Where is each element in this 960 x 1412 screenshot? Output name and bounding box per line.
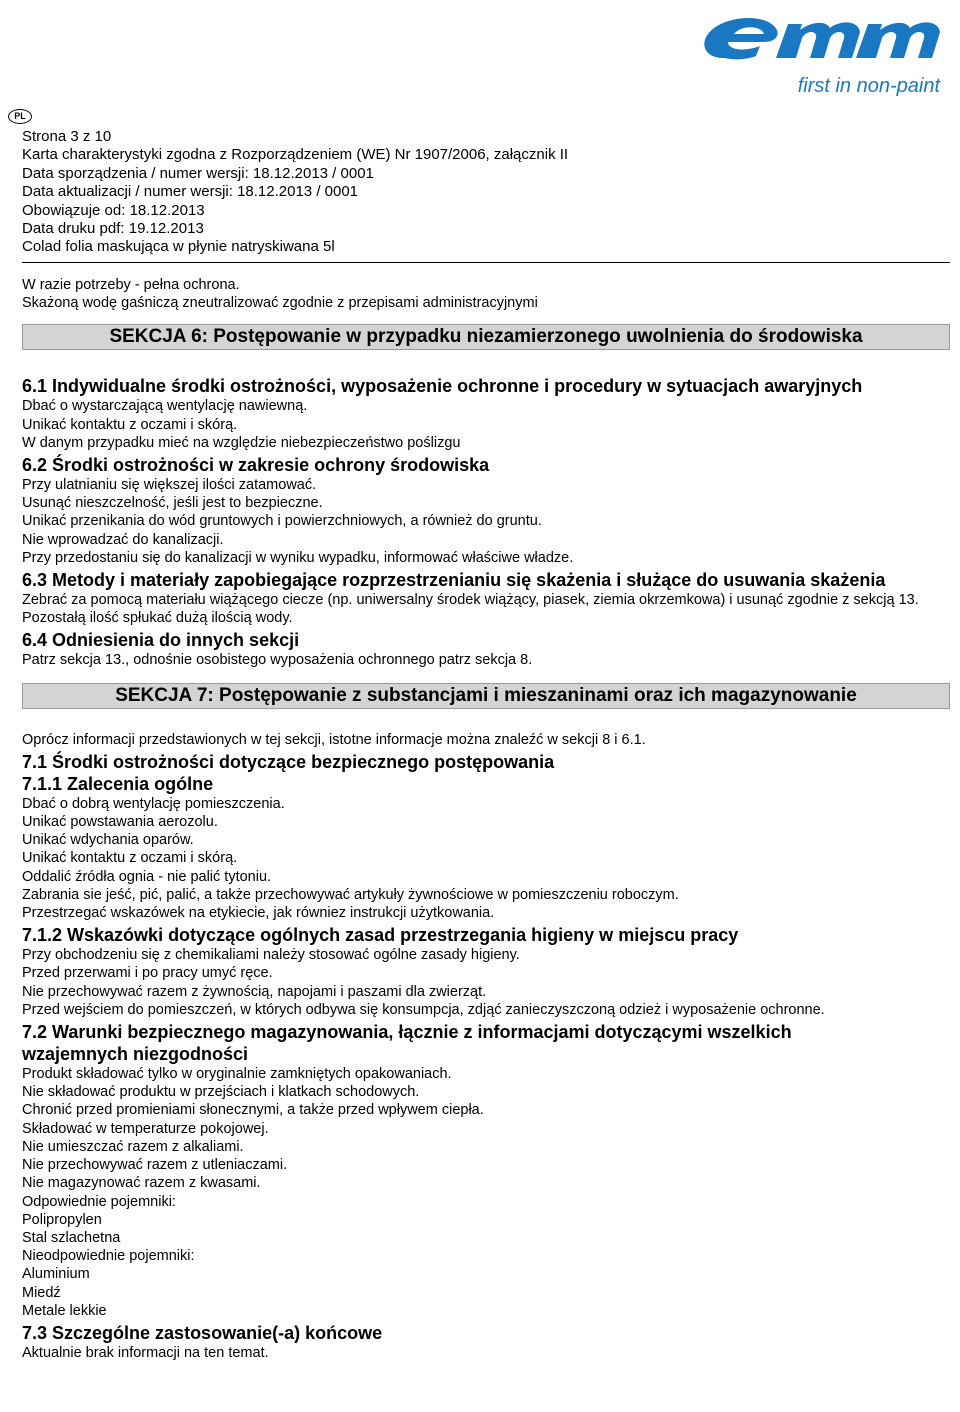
subsection-7-1-2-heading: 7.1.2 Wskazówki dotyczące ogólnych zasad przestrzegania higieny w miejscu pracy — [22, 925, 739, 946]
list-item: Patrz sekcja 13., odnośnie osobistego wyposażenia ochronnego patrz sekcja 8. — [22, 652, 533, 669]
paragraph: Zebrać za pomocą materiału wiążącego ciecze (np. uniwersalny środek wiążący, piasek, ziemia okrzemkowa) i usunąć zgodnie z sekcją 13. — [22, 592, 919, 609]
list-item: Dbać o dobrą wentylację pomieszczenia. — [22, 795, 285, 812]
list-item: Dbać o wystarczającą wentylację nawiewną. — [22, 398, 308, 415]
creation-date: Data sporządzenia / numer wersji: 18.12.2013 / 0001 — [22, 164, 374, 182]
subsection-6-1-heading: 6.1 Indywidualne środki ostrożności, wyposażenie ochronne i procedury w sytuacjach awaryjnych — [22, 376, 863, 397]
subsection-7-1-1-heading: 7.1.1 Zalecenia ogólne — [22, 773, 214, 794]
page-number: Strona 3 z 10 — [22, 128, 112, 145]
list-item: Odpowiednie pojemniki: — [22, 1193, 176, 1210]
list-item: Unikać kontaktu z oczami i skórą. — [22, 850, 238, 867]
logo-tagline: first in non-paint — [797, 75, 940, 97]
section-6-title: SEKCJA 6: Postępowanie w przypadku niezamierzonego uwolnienia do środowiska — [22, 324, 950, 350]
subsection-7-2-heading: 7.2 Warunki bezpiecznego magazynowania, łącznie z informacjami dotyczącymi wszelkich wzajemnych niezgodności — [22, 1022, 792, 1065]
product-name: Colad folia maskująca w płynie natryskiwana 5l — [22, 238, 335, 256]
list-item: Zabrania sie jeść, pić, palić, a także przechowywać artykuły żywnościowe w pomieszczeniu roboczym. — [22, 886, 679, 903]
list-item: Usunąć nieszczelność, jeśli jest to bezpieczne. — [22, 495, 323, 512]
list-item: Przestrzegać wskazówek na etykiecie, jak równiez instrukcji użytkowania. — [22, 905, 495, 922]
list-item: Przed wejściem do pomieszczeń, w których odbywa się konsumpcja, zdjąć zanieczyszczoną odzież i wyposażenie ochronne. — [22, 1001, 825, 1018]
list-item: Chronić przed promieniami słonecznymi, a także przed wpływem ciepła. — [22, 1102, 484, 1119]
list-item: Przy ulatnianiu się większej ilości zatamować. — [22, 477, 317, 494]
list-item: Nie składować produktu w przejściach i klatkach schodowych. — [22, 1084, 420, 1101]
section-7-intro: Oprócz informacji przedstawionych w tej sekcji, istotne informacje można znaleźć w sekcji 8 i 6.1. — [22, 731, 646, 748]
list-item: Nie magazynować razem z kwasami. — [22, 1175, 261, 1192]
list-item: Przed przerwami i po pracy umyć ręce. — [22, 965, 273, 982]
regulation-line: Karta charakterystyki zgodna z Rozporządzeniem (WE) Nr 1907/2006, załącznik II — [22, 146, 569, 164]
list-item: Nie przechowywać razem z żywnością, napojami i paszami dla zwierząt. — [22, 983, 487, 1000]
list-item: Oddalić źródła ognia - nie palić tytoniu. — [22, 868, 272, 885]
list-item: Nieodpowiednie pojemniki: — [22, 1248, 195, 1265]
list-item: Aktualnie brak informacji na ten temat. — [22, 1344, 269, 1361]
list-item: Pozostałą ilość spłukać dużą ilością wody. — [22, 610, 293, 627]
intro-line: Skażoną wodę gaśniczą zneutralizować zgodnie z przepisami administracyjnymi — [22, 295, 538, 312]
list-item: Przy obchodzeniu się z chemikaliami należy stosować ogólne zasady higieny. — [22, 947, 520, 964]
list-item: W danym przypadku mieć na względzie niebezpieczeństwo poślizgu — [22, 434, 461, 451]
list-item: Aluminium — [22, 1266, 90, 1283]
list-item: Przy przedostaniu się do kanalizacji w wyniku wypadku, informować właściwe władze. — [22, 549, 574, 566]
list-item: Unikać przenikania do wód gruntowych i powierzchniowych, a również do gruntu. — [22, 513, 542, 530]
country-badge: PL — [8, 109, 32, 124]
list-item: Miedź — [22, 1284, 61, 1301]
header-divider — [22, 262, 950, 263]
subsection-7-3-heading: 7.3 Szczególne zastosowanie(-a) końcowe — [22, 1322, 383, 1343]
subsection-7-1-heading: 7.1 Środki ostrożności dotyczące bezpiecznego postępowania — [22, 751, 555, 772]
list-item: Polipropylen — [22, 1211, 102, 1228]
subsection-6-2-heading: 6.2 Środki ostrożności w zakresie ochrony środowiska — [22, 455, 490, 476]
document-header — [22, 128, 568, 257]
valid-from: Obowiązuje od: 18.12.2013 — [22, 201, 205, 219]
subsection-6-4-heading: 6.4 Odniesienia do innych sekcji — [22, 630, 300, 651]
intro-line: W razie potrzeby - pełna ochrona. — [22, 277, 240, 293]
list-item: Unikać kontaktu z oczami i skórą. — [22, 416, 238, 433]
list-item: Unikać wdychania oparów. — [22, 832, 194, 849]
subsection-6-3-heading: 6.3 Metody i materiały zapobiegające rozprzestrzenianiu się skażenia i służące do usuwania skażenia — [22, 570, 886, 591]
print-date: Data druku pdf: 19.12.2013 — [22, 220, 204, 238]
list-item: Nie wprowadzać do kanalizacji. — [22, 531, 224, 548]
list-item: Unikać powstawania aerozolu. — [22, 814, 218, 831]
emm-logo-mark — [684, 0, 954, 100]
document-body — [22, 272, 952, 1362]
list-item: Składować w temperaturze pokojowej. — [22, 1120, 269, 1137]
list-item: Stal szlachetna — [22, 1229, 121, 1246]
company-logo — [684, 0, 954, 100]
list-item: Produkt składować tylko w oryginalnie zamkniętych opakowaniach. — [22, 1066, 452, 1083]
section-7-title: SEKCJA 7: Postępowanie z substancjami i mieszaninami oraz ich magazynowanie — [22, 683, 950, 709]
update-date: Data aktualizacji / numer wersji: 18.12.2013 / 0001 — [22, 183, 359, 201]
list-item: Metale lekkie — [22, 1302, 107, 1319]
list-item: Nie umieszczać razem z alkaliami. — [22, 1138, 244, 1155]
list-item: Nie przechowywać razem z utleniaczami. — [22, 1157, 288, 1174]
